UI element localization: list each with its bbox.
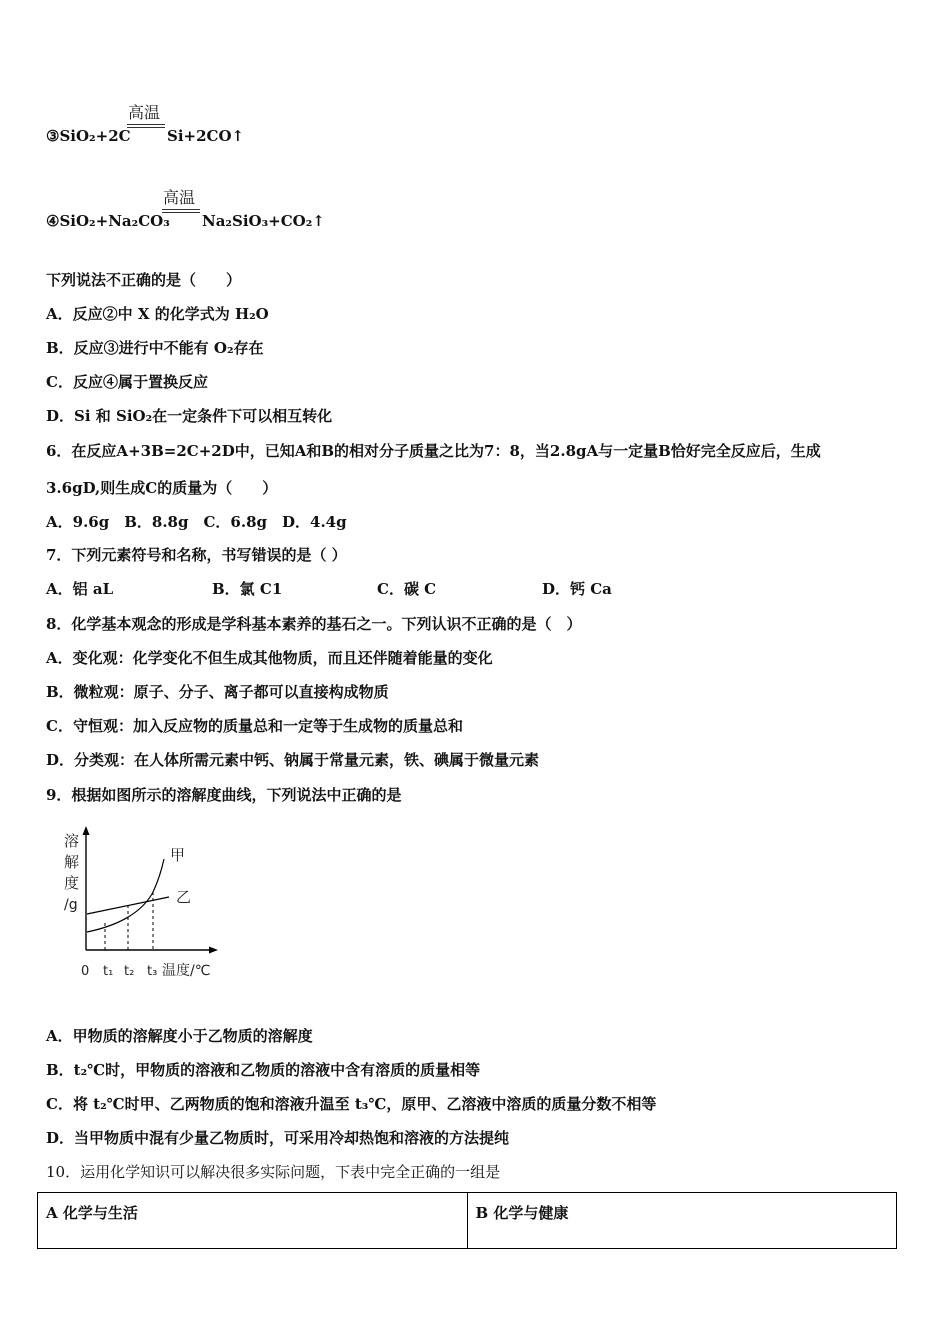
y-label-4: /g — [64, 897, 78, 913]
q5-option-a: A．反应②中 X 的化学式为 H₂O — [46, 305, 269, 323]
x-axis-arrow — [209, 947, 218, 954]
reaction-4-number: ④ — [46, 212, 60, 230]
q9-option-d: D．当甲物质中混有少量乙物质时，可采用冷却热饱和溶液的方法提纯 — [46, 1129, 510, 1147]
q9-option-a: A．甲物质的溶解度小于乙物质的溶解度 — [46, 1027, 313, 1045]
q5-option-b: B．反应③进行中不能有 O₂存在 — [46, 339, 264, 357]
q10-table-header-b: B 化学与健康 — [467, 1193, 897, 1249]
tick-t2: t₂ — [124, 964, 135, 979]
q8-stem: 8．化学基本观念的形成是学科基本素养的基石之一。下列认识不正确的是（ ） — [46, 615, 582, 633]
q10-stem: 10．运用化学知识可以解决很多实际问题，下表中完全正确的一组是 — [46, 1163, 501, 1181]
q5-option-d: D．Si 和 SiO₂在一定条件下可以相互转化 — [46, 407, 333, 425]
q5-stem: 下列说法不正确的是（ ） — [46, 271, 242, 289]
solubility-chart — [56, 822, 236, 987]
reaction-4-products: Na₂SiO₃+CO₂↑ — [202, 212, 325, 230]
reaction-3-equals — [127, 124, 165, 128]
reaction-4-reactants: SiO₂+Na₂CO₃ — [59, 212, 170, 230]
y-label-1: 溶 — [64, 832, 80, 850]
origin-label: 0 — [81, 964, 90, 979]
q7-option-b: B．氯 C1 — [212, 580, 283, 598]
x-axis-label: 温度/℃ — [162, 963, 211, 979]
q9-stem: 9．根据如图所示的溶解度曲线，下列说法中正确的是 — [46, 786, 402, 804]
q7-option-a: A．铝 aL — [46, 580, 114, 598]
y-label-2: 解 — [64, 853, 80, 871]
q9-option-b: B．t₂℃时，甲物质的溶液和乙物质的溶液中含有溶质的质量相等 — [46, 1061, 481, 1079]
q8-option-a: A．变化观：化学变化不但生成其他物质，而且还伴随着能量的变化 — [46, 649, 493, 667]
q10-table — [37, 1192, 897, 1249]
curve-jia-label: 甲 — [170, 846, 186, 864]
q8-option-c: C．守恒观：加入反应物的质量总和一定等于生成物的质量总和 — [46, 717, 463, 735]
q5-option-c: C．反应④属于置换反应 — [46, 373, 208, 391]
reaction-3-number: ③ — [46, 127, 60, 145]
q9-option-c: C．将 t₂℃时甲、乙两物质的饱和溶液升温至 t₃℃，原甲、乙溶液中溶质的质量分数不相等 — [46, 1095, 657, 1113]
reaction-3-condition: 高温 — [128, 103, 161, 122]
tick-t1: t₁ — [103, 964, 114, 979]
reaction-3-reactants: SiO₂+2C — [59, 127, 131, 145]
q6-stem-line1: 6．在反应A+3B=2C+2D中，已知A和B的相对分子质量之比为7：8，当2.8gA与一定量B恰好完全反应后，生成 — [46, 442, 821, 460]
y-label-3: 度 — [64, 874, 80, 892]
reaction-3-products: Si+2CO↑ — [167, 127, 245, 145]
q8-option-b: B．微粒观：原子、分子、离子都可以直接构成物质 — [46, 683, 389, 701]
q6-stem-line2: 3.6gD,则生成C的质量为（ ） — [46, 479, 278, 497]
reaction-4-condition: 高温 — [163, 188, 196, 207]
q7-option-c: C．碳 C — [377, 580, 437, 598]
q7-option-d: D．钙 Ca — [542, 580, 612, 598]
q10-table-header-a: A 化学与生活 — [38, 1193, 468, 1249]
q6-options: A．9.6g B．8.8g C．6.8g D．4.4g — [46, 513, 347, 531]
y-axis-arrow — [83, 826, 90, 835]
curve-jia — [87, 859, 164, 932]
q7-stem: 7．下列元素符号和名称，书写错误的是（ ） — [46, 546, 347, 564]
curve-yi-label: 乙 — [176, 888, 192, 906]
tick-t3: t₃ — [147, 964, 158, 979]
q8-option-d: D．分类观：在人体所需元素中钙、钠属于常量元素，铁、碘属于微量元素 — [46, 751, 540, 769]
